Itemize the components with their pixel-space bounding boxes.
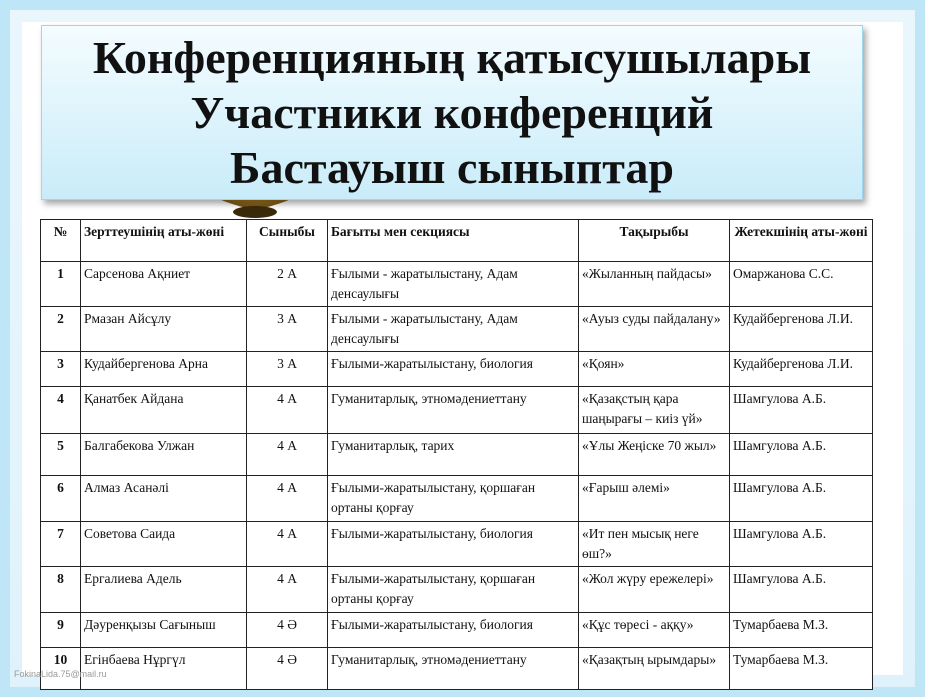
cell-no: 7 [41, 522, 81, 567]
cell-section: Ғылыми-жаратылыстану, биология [328, 522, 579, 567]
table-row [41, 522, 873, 567]
participants-table [40, 219, 873, 690]
cell-section: Гуманитарлық, этномәдениеттану [328, 387, 579, 434]
cell-grade: 4 Ә [247, 613, 328, 648]
table-body [41, 262, 873, 690]
title-grade-level: Бастауыш сыныптар [230, 142, 674, 193]
header-name: Зерттеушінің аты-жөні [81, 220, 247, 262]
cell-supervisor: Шамгулова А.Б. [730, 434, 873, 476]
cell-section: Ғылыми-жаратылыстану, қоршаған ортаны қорғау [328, 567, 579, 613]
cell-name: Егінбаева Нұргүл [81, 648, 247, 690]
cell-name: Ергалиева Адель [81, 567, 247, 613]
cell-grade: 4 А [247, 434, 328, 476]
watermark: FokinaLida.75@mail.ru [14, 669, 107, 679]
cell-name: Советова Саида [81, 522, 247, 567]
cell-name: Қанатбек Айдана [81, 387, 247, 434]
table-row [41, 307, 873, 352]
cell-topic: «Ұлы Жеңіске 70 жыл» [579, 434, 730, 476]
cell-topic: «Ауыз суды пайдалану» [579, 307, 730, 352]
cell-name: Дәуренқызы Сағыныш [81, 613, 247, 648]
cell-section: Ғылыми - жаратылыстану, Адам денсаулығы [328, 262, 579, 307]
table-row [41, 567, 873, 613]
cell-supervisor: Шамгулова А.Б. [730, 387, 873, 434]
cell-supervisor: Кудайбергенова Л.И. [730, 307, 873, 352]
cell-grade: 3 А [247, 352, 328, 387]
header-no: № [41, 220, 81, 262]
cell-grade: 4 А [247, 522, 328, 567]
cell-supervisor: Шамгулова А.Б. [730, 567, 873, 613]
cell-supervisor: Тумарбаева М.З. [730, 613, 873, 648]
cell-topic: «Қоян» [579, 352, 730, 387]
cell-name: Рмазан Айсұлу [81, 307, 247, 352]
cell-topic: «Қазақтың ырымдары» [579, 648, 730, 690]
title-banner [41, 25, 863, 200]
table-row [41, 387, 873, 434]
cell-grade: 4 А [247, 387, 328, 434]
cell-name: Сарсенова Ақниет [81, 262, 247, 307]
cell-no: 9 [41, 613, 81, 648]
cell-no: 8 [41, 567, 81, 613]
table-row [41, 434, 873, 476]
cell-section: Гуманитарлық, этномәдениеттану [328, 648, 579, 690]
cell-topic: «Ит пен мысық неге өш?» [579, 522, 730, 567]
cell-section: Ғылыми - жаратылыстану, Адам денсаулығы [328, 307, 579, 352]
table-row [41, 262, 873, 307]
cell-section: Гуманитарлық, тарих [328, 434, 579, 476]
cell-supervisor: Кудайбергенова Л.И. [730, 352, 873, 387]
cell-topic: «Жол жүру ережелері» [579, 567, 730, 613]
title-russian: Участники конференций [190, 87, 714, 138]
title-kazakh: Конференцияның қатысушылары [92, 32, 812, 83]
header-topic: Тақырыбы [579, 220, 730, 262]
cell-no: 1 [41, 262, 81, 307]
cell-topic: «Ғарыш әлемі» [579, 476, 730, 522]
header-section: Бағыты мен секциясы [328, 220, 579, 262]
cell-supervisor: Шамгулова А.Б. [730, 522, 873, 567]
cell-grade: 3 А [247, 307, 328, 352]
cell-grade: 4 А [247, 567, 328, 613]
cell-no: 2 [41, 307, 81, 352]
cell-grade: 2 А [247, 262, 328, 307]
cell-topic: «Құс төресі - аққу» [579, 613, 730, 648]
table-row [41, 352, 873, 387]
cell-no: 4 [41, 387, 81, 434]
cell-no: 3 [41, 352, 81, 387]
cell-section: Ғылыми-жаратылыстану, биология [328, 352, 579, 387]
cell-section: Ғылыми-жаратылыстану, қоршаған ортаны қорғау [328, 476, 579, 522]
cell-grade: 4 А [247, 476, 328, 522]
cell-supervisor: Омаржанова С.С. [730, 262, 873, 307]
cell-no: 6 [41, 476, 81, 522]
cell-section: Ғылыми-жаратылыстану, биология [328, 613, 579, 648]
cell-no: 5 [41, 434, 81, 476]
table-row [41, 648, 873, 690]
cell-topic: «Жыланның пайдасы» [579, 262, 730, 307]
cell-supervisor: Тумарбаева М.З. [730, 648, 873, 690]
table-row [41, 613, 873, 648]
cell-name: Балгабекова Улжан [81, 434, 247, 476]
header-supervisor: Жетекшінің аты-жөні [730, 220, 873, 262]
cell-topic: «Қазақстың қара шаңырағы – киіз үй» [579, 387, 730, 434]
cell-grade: 4 Ә [247, 648, 328, 690]
table-header-row [41, 220, 873, 262]
cell-name: Алмаз Асанәлі [81, 476, 247, 522]
cell-no: 10 [41, 648, 81, 690]
cell-name: Кудайбергенова Арна [81, 352, 247, 387]
table-row [41, 476, 873, 522]
header-grade: Сыныбы [247, 220, 328, 262]
cell-supervisor: Шамгулова А.Б. [730, 476, 873, 522]
